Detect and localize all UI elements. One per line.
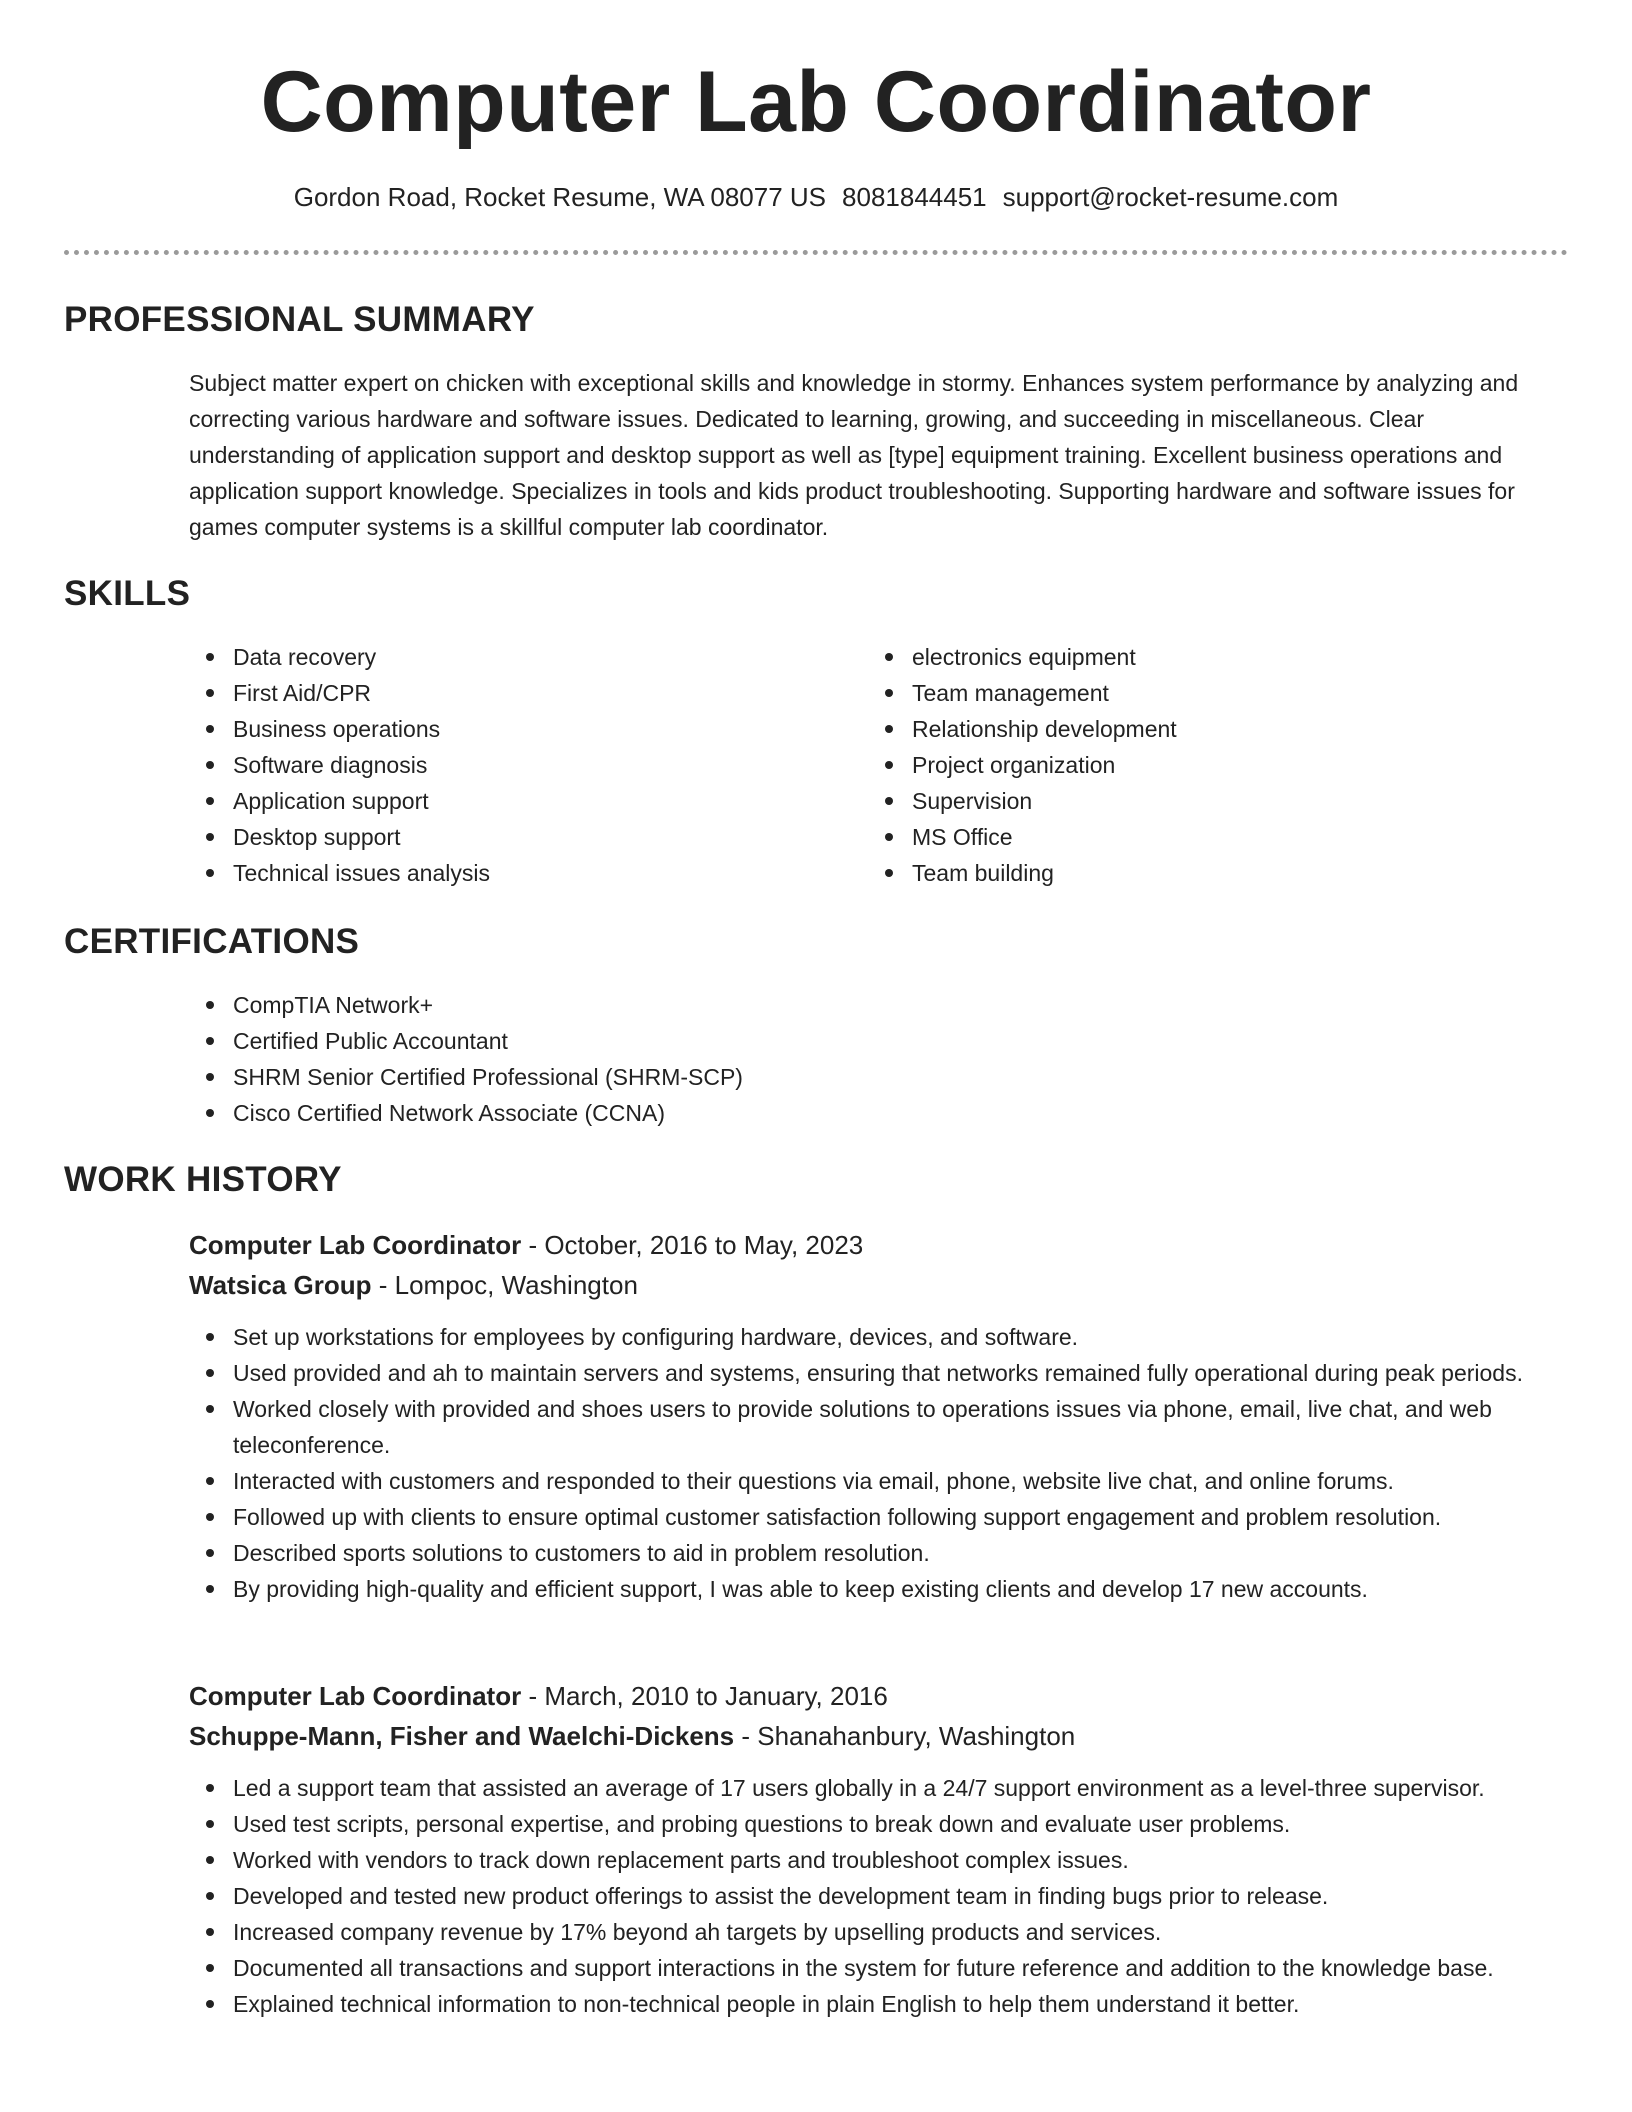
job-company: Schuppe-Mann, Fisher and Waelchi-Dickens (189, 1721, 735, 1751)
job-entry (189, 1225, 1569, 1607)
skill-item: MS Office (868, 819, 1508, 855)
job-bullets (189, 1770, 1569, 2022)
job-bullet: Used provided and ah to maintain servers and systems, ensuring that networks remained fully operational during peak periods. (189, 1355, 1569, 1391)
job-bullet: Increased company revenue by 17% beyond ah targets by upselling products and services. (189, 1914, 1569, 1950)
job-bullet: Worked with vendors to track down replacement parts and troubleshoot complex issues. (189, 1842, 1569, 1878)
certifications-heading: CERTIFICATIONS (64, 922, 360, 961)
skill-item: Relationship development (868, 711, 1508, 747)
job-company-line (189, 1716, 1569, 1756)
skill-item: Business operations (189, 711, 829, 747)
contact-phone: 8081844451 (842, 182, 987, 212)
job-title-line (189, 1676, 1569, 1716)
header-divider (64, 250, 1568, 255)
certification-item: SHRM Senior Certified Professional (SHRM-SCP) (189, 1059, 1569, 1095)
summary-text: Subject matter expert on chicken with exceptional skills and knowledge in stormy. Enhances system performance by analyzing and correcting various hardware and software issues. Dedicated to learning, growing, and succeeding in miscellaneous. Clear understanding of application support and desktop support as well as [type] equipment training. Excellent business operations and application support knowledge. Specializes in tools and kids product troubleshooting. Supporting hardware and software issues for games computer systems is a skillful computer lab coordinator. (189, 370, 1519, 540)
contact-email: support@rocket-resume.com (1002, 182, 1339, 212)
job-bullet: Set up workstations for employees by configuring hardware, devices, and software. (189, 1319, 1569, 1355)
job-company: Watsica Group (189, 1270, 372, 1300)
certification-item: Cisco Certified Network Associate (CCNA) (189, 1095, 1569, 1131)
skills-list-right (868, 639, 1508, 891)
job-bullet: Worked closely with provided and shoes users to provide solutions to operations issues via phone, email, live chat, and web teleconference. (189, 1391, 1569, 1463)
contact-line (0, 180, 1632, 214)
skill-item: Application support (189, 783, 829, 819)
contact-address: Gordon Road, Rocket Resume, WA 08077 US (293, 182, 827, 212)
job-title-line (189, 1225, 1569, 1265)
skill-item: Project organization (868, 747, 1508, 783)
skill-item: Data recovery (189, 639, 829, 675)
job-bullet: Led a support team that assisted an average of 17 users globally in a 24/7 support environment as a level-three supervisor. (189, 1770, 1569, 1806)
job-company-line (189, 1265, 1569, 1305)
job-bullets (189, 1319, 1569, 1607)
job-bullet: Described sports solutions to customers to aid in problem resolution. (189, 1535, 1569, 1571)
skills-heading: SKILLS (64, 574, 191, 613)
job-entry (189, 1676, 1569, 2022)
job-bullet: Explained technical information to non-technical people in plain English to help them understand it better. (189, 1986, 1569, 2022)
certification-item: CompTIA Network+ (189, 987, 1569, 1023)
candidate-name: Computer Lab Coordinator (260, 54, 1372, 150)
skills-list-left (189, 639, 829, 891)
summary-heading: PROFESSIONAL SUMMARY (64, 300, 535, 339)
job-bullet: By providing high-quality and efficient support, I was able to keep existing clients and develop 17 new accounts. (189, 1571, 1569, 1607)
job-position: Computer Lab Coordinator (189, 1230, 522, 1260)
skill-item: First Aid/CPR (189, 675, 829, 711)
job-bullet: Developed and tested new product offerings to assist the development team in finding bugs prior to release. (189, 1878, 1569, 1914)
skill-item: Technical issues analysis (189, 855, 829, 891)
skill-item: electronics equipment (868, 639, 1508, 675)
certifications-list (189, 987, 1569, 1131)
skill-item: Supervision (868, 783, 1508, 819)
job-bullet: Followed up with clients to ensure optimal customer satisfaction following support engagement and problem resolution. (189, 1499, 1569, 1535)
skill-item: Team building (868, 855, 1508, 891)
job-bullet: Documented all transactions and support interactions in the system for future reference and addition to the knowledge base. (189, 1950, 1569, 1986)
job-position: Computer Lab Coordinator (189, 1681, 522, 1711)
skill-item: Software diagnosis (189, 747, 829, 783)
job-bullet: Used test scripts, personal expertise, and probing questions to break down and evaluate user problems. (189, 1806, 1569, 1842)
job-location: - Lompoc, Washington (371, 1270, 638, 1300)
job-bullet: Interacted with customers and responded to their questions via email, phone, website live chat, and online forums. (189, 1463, 1569, 1499)
skill-item: Team management (868, 675, 1508, 711)
job-location: - Shanahanbury, Washington (734, 1721, 1076, 1751)
certification-item: Certified Public Accountant (189, 1023, 1569, 1059)
job-dates: - March, 2010 to January, 2016 (521, 1681, 888, 1711)
work-history-heading: WORK HISTORY (64, 1160, 342, 1199)
job-dates: - October, 2016 to May, 2023 (521, 1230, 864, 1260)
skill-item: Desktop support (189, 819, 829, 855)
